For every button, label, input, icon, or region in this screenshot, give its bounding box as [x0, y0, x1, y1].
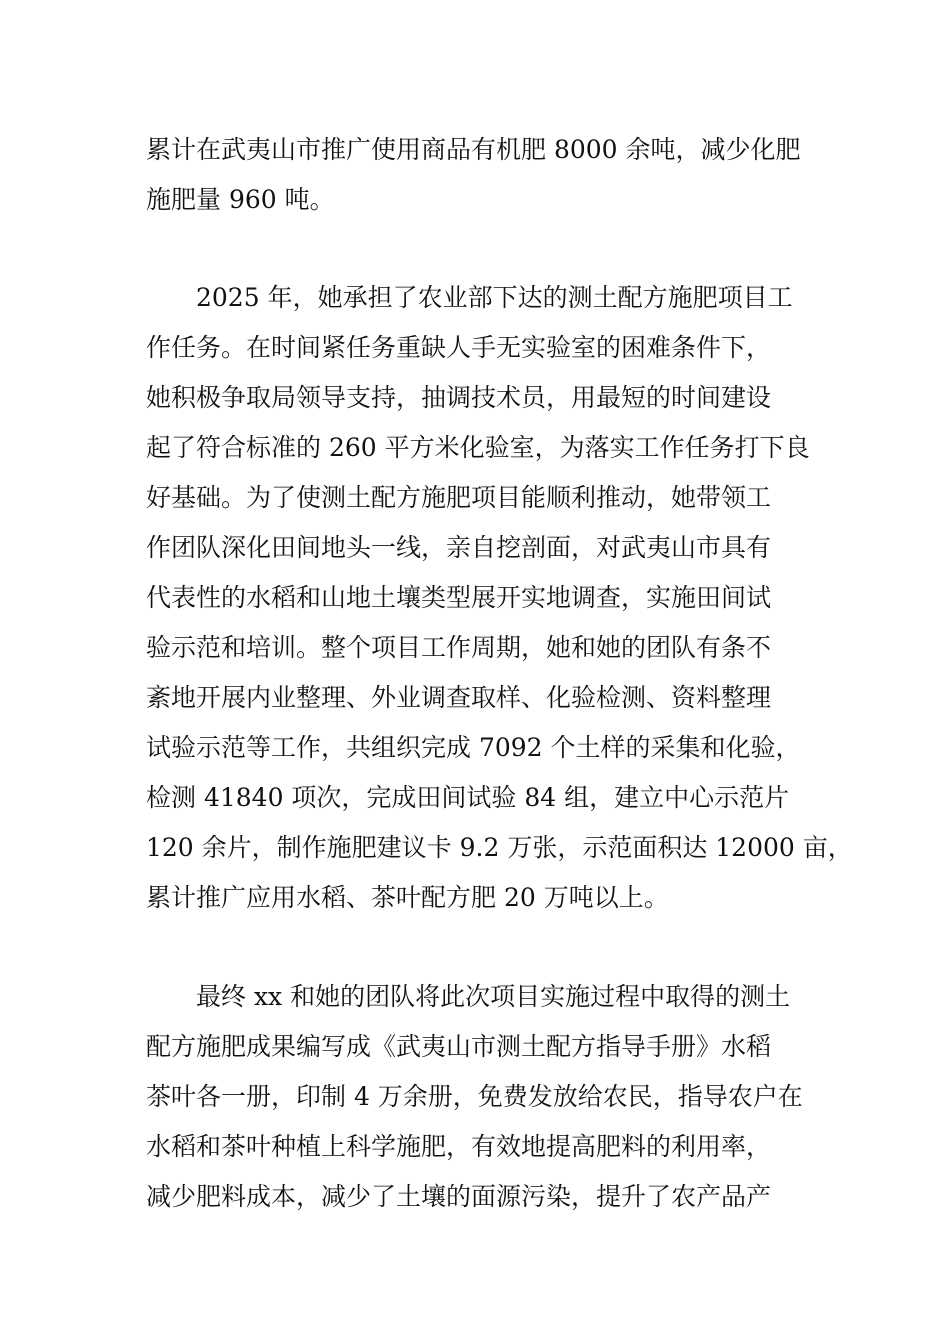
text-line: 茶叶各一册，印制 4 万余册，免费发放给农民，指导农户在: [146, 1082, 803, 1111]
text-line: 她积极争取局领导支持，抽调技术员，用最短的时间建设: [146, 383, 772, 412]
text-line: 最终 xx 和她的团队将此次项目实施过程中取得的测土: [196, 982, 791, 1011]
text-line: 作团队深化田间地头一线，亲自挖剖面，对武夷山市具有: [146, 533, 772, 562]
text-line: 好基础。为了使测土配方施肥项目能顺利推动，她带领工: [146, 483, 772, 512]
text-line: 水稻和茶叶种植上科学施肥，有效地提高肥料的利用率，: [146, 1132, 772, 1161]
text-line: 配方施肥成果编写成《武夷山市测土配方指导手册》水稻: [146, 1032, 772, 1061]
paragraph-2: [146, 273, 853, 923]
text-line: 减少肥料成本，减少了土壤的面源污染，提升了农产品产: [146, 1182, 772, 1211]
text-line: 验示范和培训。整个项目工作周期，她和她的团队有条不: [146, 633, 772, 662]
paragraph-1: [146, 125, 826, 225]
text-line: 起了符合标准的 260 平方米化验室，为落实工作任务打下良: [146, 433, 810, 462]
text-line: 2025 年，她承担了农业部下达的测土配方施肥项目工: [196, 283, 793, 312]
text-line: 作任务。在时间紧任务重缺人手无实验室的困难条件下，: [146, 333, 772, 362]
text-line: 检测 41840 项次，完成田间试验 84 组，建立中心示范片: [146, 783, 790, 812]
text-line: 施肥量 960 吨。: [146, 185, 335, 214]
text-line: 试验示范等工作，共组织完成 7092 个土样的采集和化验，: [146, 733, 801, 762]
text-line: 累计在武夷山市推广使用商品有机肥 8000 余吨，减少化肥: [146, 135, 801, 164]
text-line: 120 余片，制作施肥建议卡 9.2 万张，示范面积达 12000 亩，: [146, 833, 853, 862]
paragraph-3: [146, 972, 826, 1222]
text-line: 累计推广应用水稻、茶叶配方肥 20 万吨以上。: [146, 883, 669, 912]
text-line: 紊地开展内业整理、外业调查取样、化验检测、资料整理: [146, 683, 772, 712]
text-line: 代表性的水稻和山地土壤类型展开实地调查，实施田间试: [146, 583, 772, 612]
